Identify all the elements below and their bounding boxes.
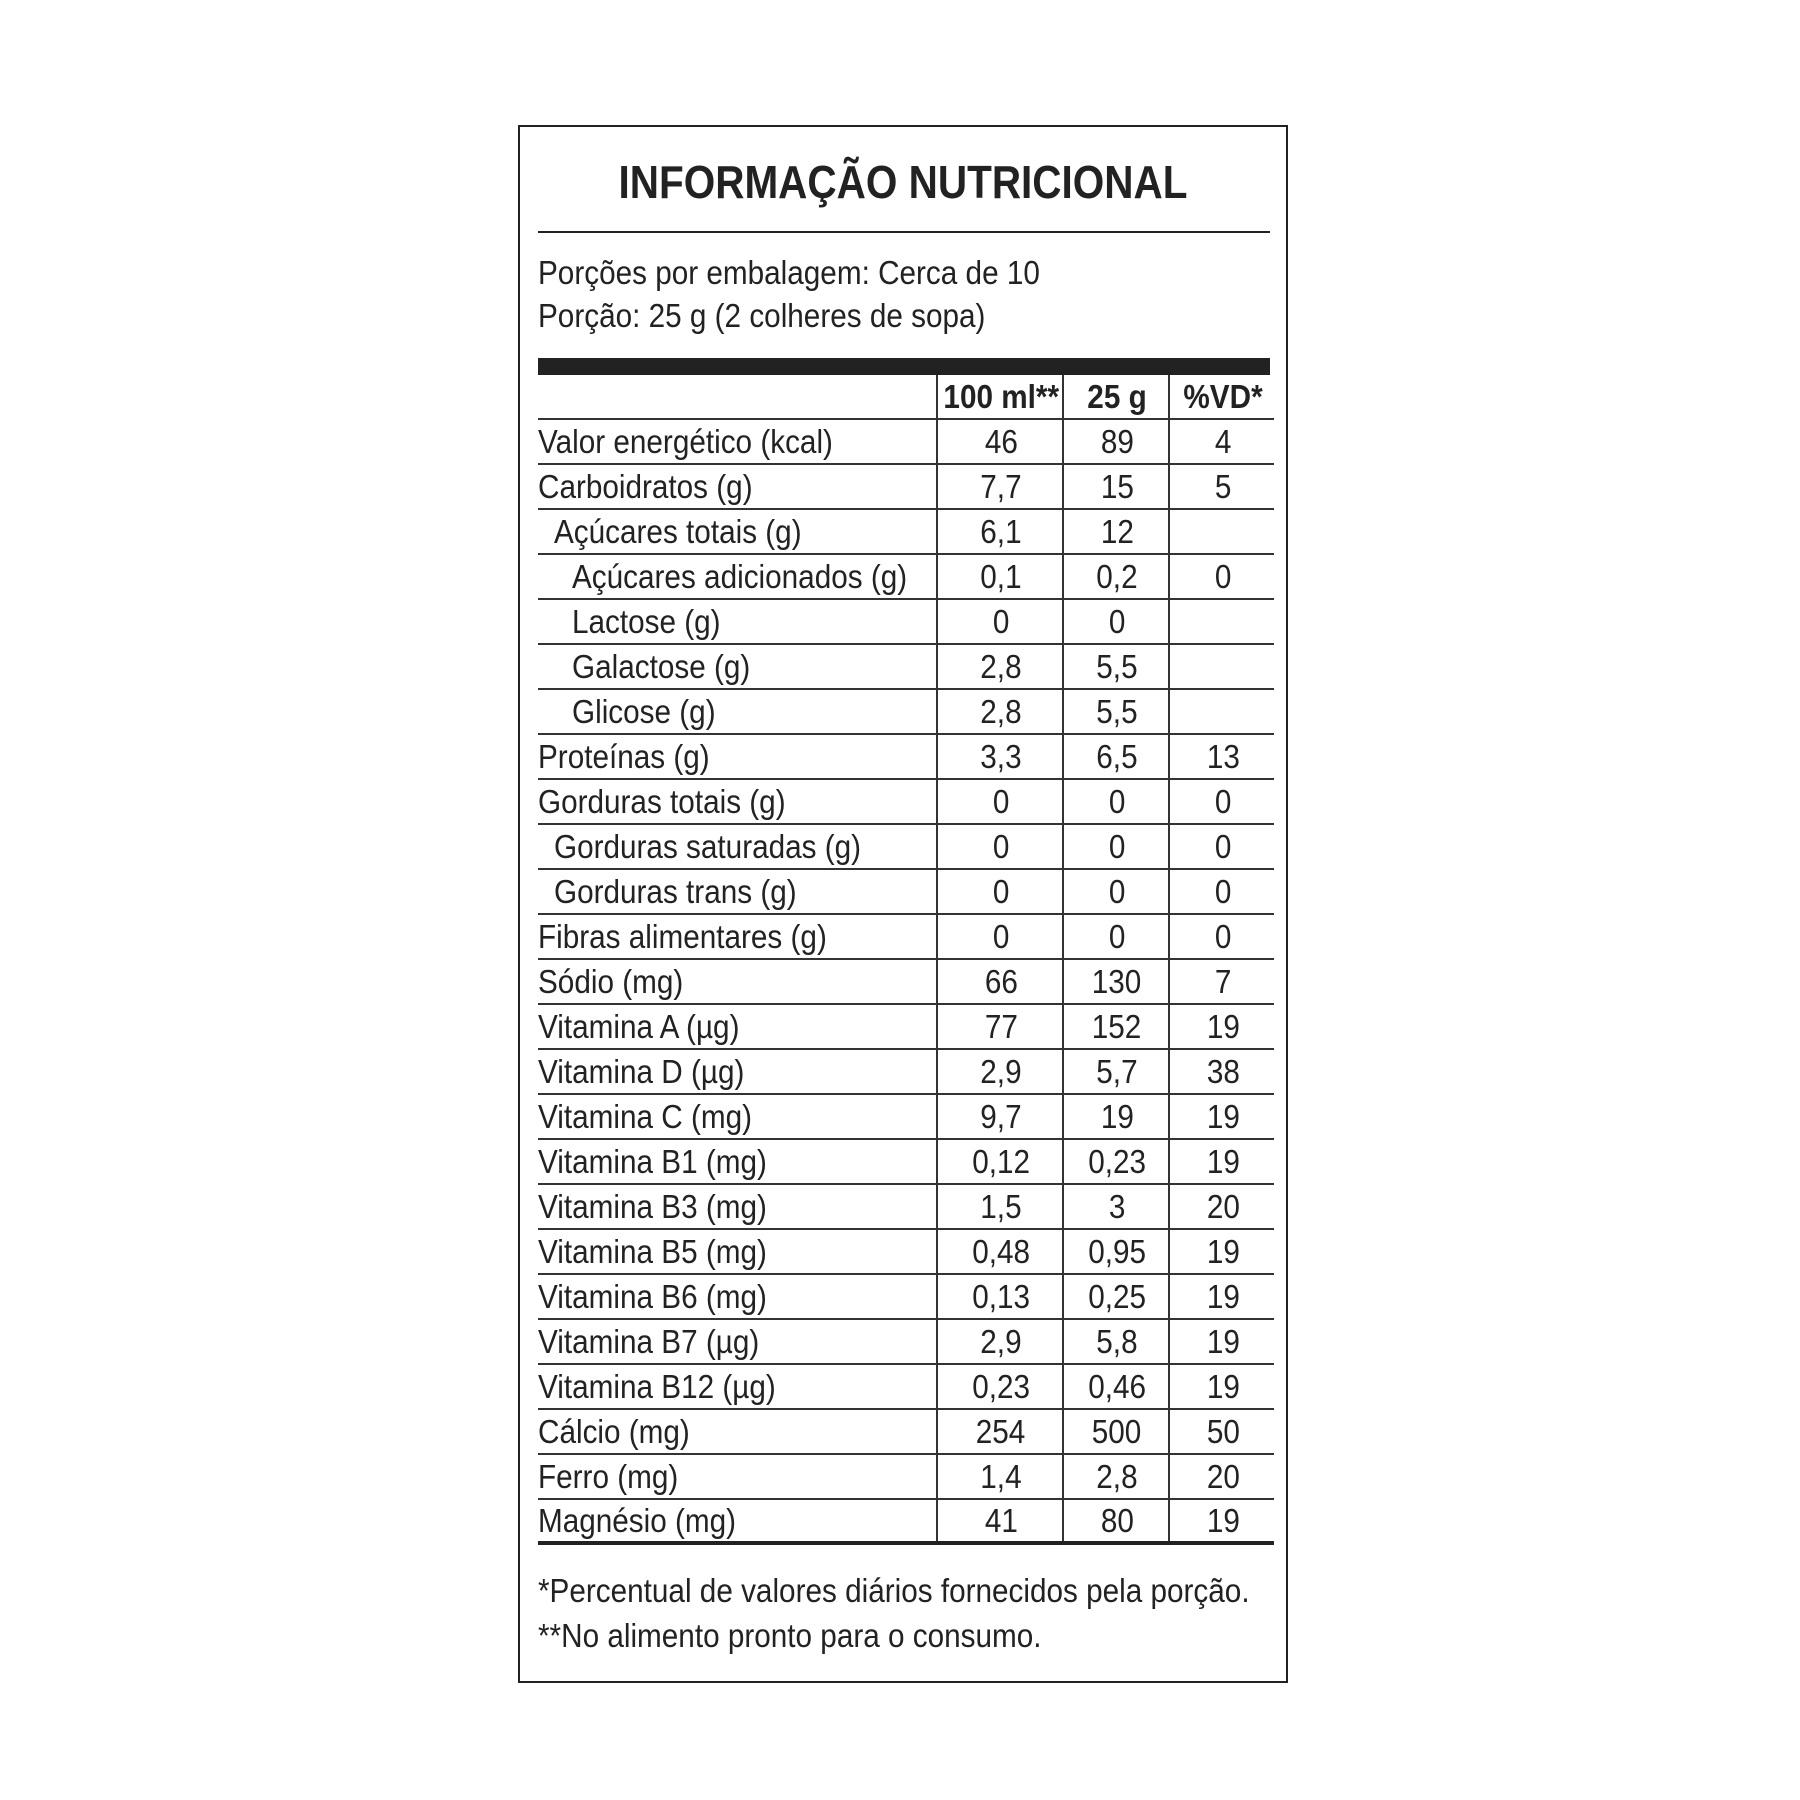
value-vd bbox=[1168, 1410, 1276, 1453]
value-100ml bbox=[936, 735, 1064, 778]
nutrition-label bbox=[518, 125, 1288, 1683]
table-row bbox=[538, 1455, 1274, 1500]
nutrient-name bbox=[538, 1005, 936, 1048]
table-row bbox=[538, 645, 1274, 690]
value-25g-text: 0,23 bbox=[1088, 1142, 1146, 1180]
value-vd-text: 0 bbox=[1214, 782, 1232, 820]
value-25g-text: 130 bbox=[1092, 962, 1142, 1000]
nutrient-name-text: Açúcares adicionados (g) bbox=[572, 557, 908, 595]
value-25g-text: 152 bbox=[1092, 1007, 1142, 1045]
value-vd bbox=[1168, 1500, 1276, 1541]
nutrient-name-text: Galactose (g) bbox=[572, 647, 751, 685]
table-row bbox=[538, 915, 1274, 960]
nutrient-name bbox=[538, 870, 952, 913]
value-25g bbox=[1062, 1095, 1170, 1138]
value-vd bbox=[1168, 1095, 1276, 1138]
value-25g-text: 5,8 bbox=[1096, 1322, 1138, 1360]
value-100ml-text: 0,13 bbox=[972, 1277, 1030, 1315]
value-25g bbox=[1062, 420, 1170, 463]
value-vd bbox=[1168, 870, 1276, 913]
value-vd-text: 19 bbox=[1206, 1097, 1240, 1135]
value-100ml-text: 1,4 bbox=[980, 1457, 1022, 1495]
nutrient-name bbox=[538, 1320, 936, 1363]
nutrient-name bbox=[538, 1050, 936, 1093]
value-25g bbox=[1062, 1140, 1170, 1183]
value-25g bbox=[1062, 1185, 1170, 1228]
table-row bbox=[538, 1275, 1274, 1320]
value-vd-text: 5 bbox=[1214, 467, 1232, 505]
nutrient-name bbox=[538, 780, 936, 823]
nutrient-name bbox=[538, 690, 970, 733]
value-100ml bbox=[936, 420, 1064, 463]
value-25g-text: 0,2 bbox=[1096, 557, 1138, 595]
value-100ml-text: 1,5 bbox=[980, 1187, 1022, 1225]
value-100ml bbox=[936, 825, 1064, 868]
value-25g-text: 6,5 bbox=[1096, 737, 1138, 775]
table-row bbox=[538, 1230, 1274, 1275]
value-25g bbox=[1062, 780, 1170, 823]
value-100ml bbox=[936, 1140, 1064, 1183]
nutrient-name bbox=[538, 600, 970, 643]
table-row bbox=[538, 1095, 1274, 1140]
nutrient-name bbox=[538, 825, 952, 868]
value-vd-text: 19 bbox=[1206, 1501, 1240, 1539]
value-vd-text: 19 bbox=[1206, 1322, 1240, 1360]
table-row bbox=[538, 1320, 1274, 1365]
value-25g-text: 3 bbox=[1108, 1187, 1126, 1225]
value-100ml bbox=[936, 510, 1064, 553]
nutrient-name-text: Valor energético (kcal) bbox=[538, 422, 833, 460]
value-vd bbox=[1168, 555, 1276, 598]
value-25g-text: 5,5 bbox=[1096, 647, 1138, 685]
value-vd-text: 19 bbox=[1206, 1277, 1240, 1315]
nutrient-name-text: Glicose (g) bbox=[572, 692, 716, 730]
value-vd-text: 19 bbox=[1206, 1232, 1240, 1270]
value-25g bbox=[1062, 825, 1170, 868]
value-25g-text: 80 bbox=[1100, 1501, 1134, 1539]
value-100ml-text: 254 bbox=[976, 1412, 1026, 1450]
value-vd-text: 19 bbox=[1206, 1367, 1240, 1405]
nutrient-name-text: Gorduras totais (g) bbox=[538, 782, 786, 820]
nutrient-name bbox=[538, 1275, 936, 1318]
value-vd bbox=[1168, 1185, 1276, 1228]
table-row bbox=[538, 465, 1274, 510]
nutrient-name bbox=[538, 1140, 936, 1183]
value-vd-text: 19 bbox=[1206, 1142, 1240, 1180]
value-vd bbox=[1168, 510, 1276, 553]
nutrient-name-text: Vitamina B6 (mg) bbox=[538, 1277, 767, 1315]
value-25g-text: 89 bbox=[1100, 422, 1134, 460]
value-25g bbox=[1062, 735, 1170, 778]
table-header-row bbox=[538, 375, 1274, 420]
nutrient-name bbox=[538, 645, 970, 688]
value-100ml-text: 46 bbox=[984, 422, 1018, 460]
nutrient-name-text: Proteínas (g) bbox=[538, 737, 710, 775]
column-header-100ml-label: 100 ml** bbox=[943, 377, 1059, 415]
nutrient-name bbox=[538, 915, 936, 958]
value-vd bbox=[1168, 600, 1276, 643]
value-100ml-text: 0,12 bbox=[972, 1142, 1030, 1180]
value-25g-text: 5,7 bbox=[1096, 1052, 1138, 1090]
value-25g bbox=[1062, 1455, 1170, 1498]
value-vd-text: 0 bbox=[1214, 872, 1232, 910]
table-row bbox=[538, 1500, 1274, 1545]
nutrient-name-text: Açúcares totais (g) bbox=[554, 512, 802, 550]
nutrient-name-text: Vitamina C (mg) bbox=[538, 1097, 753, 1135]
value-100ml-text: 2,8 bbox=[980, 647, 1022, 685]
value-100ml-text: 0 bbox=[992, 827, 1010, 865]
value-vd-text: 7 bbox=[1214, 962, 1232, 1000]
value-25g-text: 500 bbox=[1092, 1412, 1142, 1450]
title-divider bbox=[538, 231, 1270, 233]
value-vd bbox=[1168, 1050, 1276, 1093]
table-row bbox=[538, 1410, 1274, 1455]
value-100ml-text: 9,7 bbox=[980, 1097, 1022, 1135]
value-vd bbox=[1168, 1275, 1276, 1318]
nutrient-name bbox=[538, 1500, 936, 1541]
thick-divider bbox=[538, 358, 1270, 375]
value-100ml-text: 0,48 bbox=[972, 1232, 1030, 1270]
value-vd bbox=[1168, 465, 1276, 508]
table-row bbox=[538, 600, 1274, 645]
column-header-100ml bbox=[936, 375, 1064, 418]
value-100ml bbox=[936, 465, 1064, 508]
value-100ml-text: 0 bbox=[992, 602, 1010, 640]
value-vd bbox=[1168, 735, 1276, 778]
value-100ml-text: 3,3 bbox=[980, 737, 1022, 775]
nutrient-name-text: Vitamina B12 (µg) bbox=[538, 1367, 776, 1405]
value-25g-text: 2,8 bbox=[1096, 1457, 1138, 1495]
value-vd bbox=[1168, 780, 1276, 823]
value-25g bbox=[1062, 1230, 1170, 1273]
nutrient-name-text: Carboidratos (g) bbox=[538, 467, 753, 505]
value-25g-text: 12 bbox=[1100, 512, 1134, 550]
value-25g bbox=[1062, 1500, 1170, 1541]
value-100ml bbox=[936, 1005, 1064, 1048]
value-vd bbox=[1168, 690, 1276, 733]
table-row bbox=[538, 735, 1274, 780]
column-header-25g-label: 25 g bbox=[1087, 377, 1147, 415]
value-vd-text: 4 bbox=[1214, 422, 1232, 460]
value-100ml-text: 2,8 bbox=[980, 692, 1022, 730]
table-row bbox=[538, 1140, 1274, 1185]
column-header-vd bbox=[1168, 375, 1276, 418]
nutrient-name bbox=[538, 1095, 936, 1138]
value-100ml-text: 0 bbox=[992, 872, 1010, 910]
value-25g bbox=[1062, 555, 1170, 598]
value-100ml bbox=[936, 600, 1064, 643]
nutrient-name bbox=[538, 420, 936, 463]
value-100ml bbox=[936, 780, 1064, 823]
value-25g-text: 0 bbox=[1108, 872, 1126, 910]
nutrient-name-text: Vitamina A (µg) bbox=[538, 1007, 740, 1045]
nutrient-name bbox=[538, 735, 936, 778]
table-row bbox=[538, 825, 1274, 870]
table-row bbox=[538, 960, 1274, 1005]
value-vd bbox=[1168, 1230, 1276, 1273]
table-row bbox=[538, 690, 1274, 735]
value-25g-text: 0,95 bbox=[1088, 1232, 1146, 1270]
value-100ml-text: 0 bbox=[992, 782, 1010, 820]
nutrient-name-text: Vitamina B1 (mg) bbox=[538, 1142, 767, 1180]
value-100ml bbox=[936, 1185, 1064, 1228]
value-100ml bbox=[936, 1320, 1064, 1363]
table-row bbox=[538, 1365, 1274, 1410]
column-header-25g bbox=[1062, 375, 1170, 418]
value-100ml bbox=[936, 915, 1064, 958]
value-25g bbox=[1062, 960, 1170, 1003]
nutrient-name-text: Sódio (mg) bbox=[538, 962, 684, 1000]
nutrient-name-text: Cálcio (mg) bbox=[538, 1412, 690, 1450]
table-row bbox=[538, 510, 1274, 555]
value-25g bbox=[1062, 1005, 1170, 1048]
value-25g-text: 19 bbox=[1100, 1097, 1134, 1135]
table-row bbox=[538, 1005, 1274, 1050]
value-100ml bbox=[936, 1410, 1064, 1453]
value-25g bbox=[1062, 465, 1170, 508]
value-vd bbox=[1168, 1005, 1276, 1048]
value-vd-text: 0 bbox=[1214, 827, 1232, 865]
value-100ml bbox=[936, 1455, 1064, 1498]
portion-size: Porção: 25 g (2 colheres de sopa) bbox=[538, 297, 986, 334]
value-100ml-text: 66 bbox=[984, 962, 1018, 1000]
value-25g bbox=[1062, 870, 1170, 913]
nutrient-name bbox=[538, 1185, 936, 1228]
value-vd-text: 20 bbox=[1206, 1457, 1240, 1495]
nutrient-name-text: Gorduras saturadas (g) bbox=[554, 827, 862, 865]
nutrient-name bbox=[538, 555, 970, 598]
value-25g-text: 0 bbox=[1108, 917, 1126, 955]
value-25g-text: 0,46 bbox=[1088, 1367, 1146, 1405]
nutrient-name-text: Vitamina D (µg) bbox=[538, 1052, 745, 1090]
value-100ml-text: 2,9 bbox=[980, 1322, 1022, 1360]
value-vd-text: 20 bbox=[1206, 1187, 1240, 1225]
value-25g-text: 0 bbox=[1108, 827, 1126, 865]
value-vd bbox=[1168, 420, 1276, 463]
value-25g-text: 5,5 bbox=[1096, 692, 1138, 730]
nutrient-name-text: Magnésio (mg) bbox=[538, 1501, 737, 1539]
value-vd-text: 13 bbox=[1206, 737, 1240, 775]
value-100ml bbox=[936, 960, 1064, 1003]
value-25g bbox=[1062, 645, 1170, 688]
value-100ml bbox=[936, 870, 1064, 913]
nutrient-name bbox=[538, 1410, 936, 1453]
value-100ml bbox=[936, 1365, 1064, 1408]
value-100ml-text: 7,7 bbox=[980, 467, 1022, 505]
value-vd bbox=[1168, 645, 1276, 688]
value-100ml bbox=[936, 1230, 1064, 1273]
value-100ml bbox=[936, 1095, 1064, 1138]
table-row bbox=[538, 555, 1274, 600]
value-25g bbox=[1062, 600, 1170, 643]
value-vd-text: 0 bbox=[1214, 917, 1232, 955]
value-25g bbox=[1062, 915, 1170, 958]
nutrient-name-text: Lactose (g) bbox=[572, 602, 721, 640]
value-vd bbox=[1168, 1365, 1276, 1408]
nutrient-name bbox=[538, 960, 936, 1003]
header-blank bbox=[538, 375, 936, 418]
value-100ml bbox=[936, 645, 1064, 688]
value-vd bbox=[1168, 1455, 1276, 1498]
value-25g-text: 0 bbox=[1108, 782, 1126, 820]
value-25g bbox=[1062, 1320, 1170, 1363]
value-100ml bbox=[936, 555, 1064, 598]
value-100ml-text: 0 bbox=[992, 917, 1010, 955]
value-25g-text: 15 bbox=[1100, 467, 1134, 505]
nutrient-name-text: Vitamina B3 (mg) bbox=[538, 1187, 767, 1225]
value-vd-text: 0 bbox=[1214, 557, 1232, 595]
footnote-vd: *Percentual de valores diários fornecidos pela porção. bbox=[538, 1572, 1250, 1609]
value-vd bbox=[1168, 1140, 1276, 1183]
value-100ml-text: 0,1 bbox=[980, 557, 1022, 595]
value-25g bbox=[1062, 1410, 1170, 1453]
nutrient-name bbox=[538, 465, 936, 508]
table-row bbox=[538, 420, 1274, 465]
value-100ml-text: 2,9 bbox=[980, 1052, 1022, 1090]
value-100ml-text: 77 bbox=[984, 1007, 1018, 1045]
portions-per-package: Porções por embalagem: Cerca de 10 bbox=[538, 254, 1040, 291]
table-row bbox=[538, 780, 1274, 825]
nutrient-name-text: Vitamina B5 (mg) bbox=[538, 1232, 767, 1270]
value-25g bbox=[1062, 1275, 1170, 1318]
value-vd-text: 38 bbox=[1206, 1052, 1240, 1090]
label-title: INFORMAÇÃO NUTRICIONAL bbox=[618, 156, 1188, 208]
table-row bbox=[538, 870, 1274, 915]
value-25g bbox=[1062, 690, 1170, 733]
value-vd-text: 50 bbox=[1206, 1412, 1240, 1450]
table-row bbox=[538, 1050, 1274, 1095]
value-vd bbox=[1168, 960, 1276, 1003]
nutrient-name-text: Vitamina B7 (µg) bbox=[538, 1322, 760, 1360]
value-100ml bbox=[936, 690, 1064, 733]
nutrient-name bbox=[538, 1230, 936, 1273]
value-100ml bbox=[936, 1275, 1064, 1318]
value-vd bbox=[1168, 1320, 1276, 1363]
nutrient-name-text: Gorduras trans (g) bbox=[554, 872, 797, 910]
column-header-vd-label: %VD* bbox=[1183, 377, 1263, 415]
value-100ml bbox=[936, 1500, 1064, 1541]
nutrient-name bbox=[538, 510, 952, 553]
table-row bbox=[538, 1185, 1274, 1230]
nutrient-name-text: Fibras alimentares (g) bbox=[538, 917, 827, 955]
value-vd bbox=[1168, 825, 1276, 868]
value-25g bbox=[1062, 510, 1170, 553]
value-100ml-text: 0,23 bbox=[972, 1367, 1030, 1405]
value-100ml-text: 6,1 bbox=[980, 512, 1022, 550]
nutrient-name bbox=[538, 1455, 936, 1498]
value-25g bbox=[1062, 1050, 1170, 1093]
value-25g-text: 0 bbox=[1108, 602, 1126, 640]
nutrient-name bbox=[538, 1365, 936, 1408]
value-100ml bbox=[936, 1050, 1064, 1093]
value-vd-text: 19 bbox=[1206, 1007, 1240, 1045]
value-25g-text: 0,25 bbox=[1088, 1277, 1146, 1315]
nutrition-table bbox=[538, 375, 1274, 1545]
value-100ml-text: 41 bbox=[984, 1501, 1018, 1539]
footnote-ready-to-eat: **No alimento pronto para o consumo. bbox=[538, 1617, 1042, 1654]
value-vd bbox=[1168, 915, 1276, 958]
value-25g bbox=[1062, 1365, 1170, 1408]
nutrient-name-text: Ferro (mg) bbox=[538, 1457, 679, 1495]
